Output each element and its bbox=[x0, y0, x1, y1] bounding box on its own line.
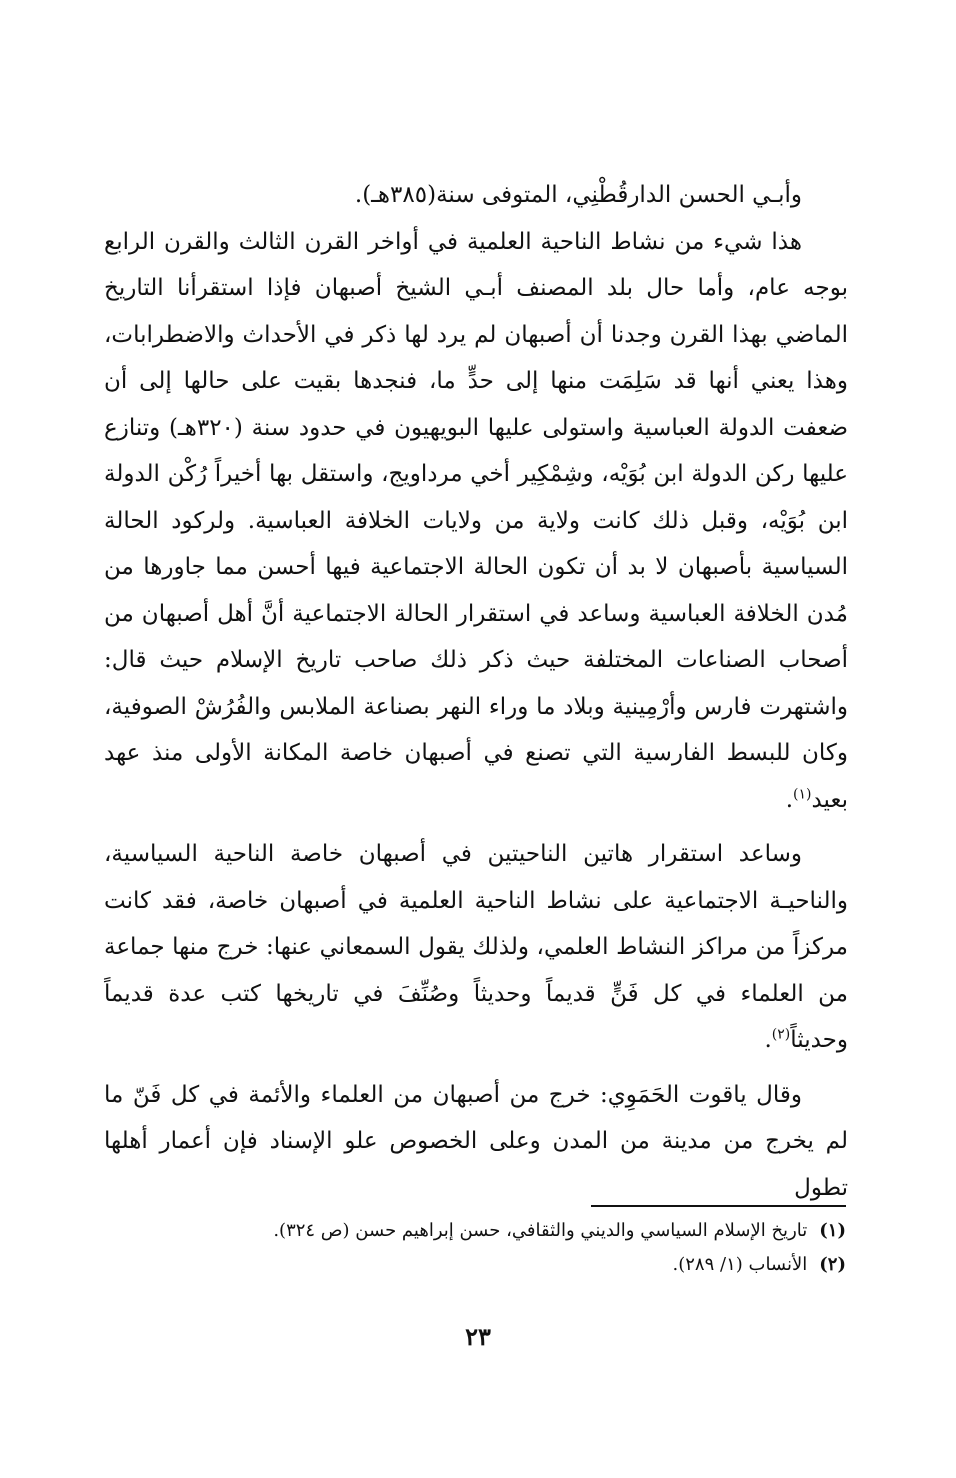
footnote-separator bbox=[591, 1205, 846, 1207]
paragraph-1: وأبـي الحسن الدارقُطْنِي، المتوفى سنة(٣٨٥هـ). bbox=[354, 182, 802, 208]
paragraph-2 bbox=[104, 219, 848, 824]
footnote-2-number: (٢) bbox=[819, 1254, 846, 1275]
main-text bbox=[104, 172, 848, 1211]
paragraph-4: وقال ياقوت الحَمَوِي: خرج من أصبهان من العلماء والأئمة في كل فَنّ ما لم يخرج من مدينة من المدن وعلى الخصوص علو الإسناد فإن أعمار أهلها تطول bbox=[104, 1081, 848, 1201]
footnote-2 bbox=[104, 1248, 846, 1282]
page-number: ٢٣ bbox=[465, 1322, 491, 1351]
footnote-2-text: الأنساب (١/ ٢٨٩). bbox=[672, 1254, 808, 1275]
footnote-ref-1[interactable]: (١) bbox=[793, 785, 812, 802]
footnote-1-number: (١) bbox=[819, 1220, 846, 1241]
footnotes bbox=[104, 1214, 846, 1282]
footnote-1 bbox=[104, 1214, 846, 1248]
paragraph-3 bbox=[104, 831, 848, 1064]
paragraph-3-end: . bbox=[764, 1027, 772, 1053]
paragraph-2-end: . bbox=[785, 786, 794, 813]
footnote-1-text: تاريخ الإسلام السياسي والديني والثقافي، حسن إبراهيم حسن (ص ٣٢٤). bbox=[273, 1220, 808, 1241]
footnote-ref-2[interactable]: (٢) bbox=[771, 1026, 791, 1043]
paragraph-2-text: هذا شيء من نشاط الناحية العلمية في أواخر القرن الثالث والقرن الرابع بوجه عام، وأما حال بلد المصنف أبـي الشيخ أصبهان فإذا استقرأنا التاريخ الماضي بهذا القرن وجدنا أن أصبهان لم يرد لها ذكر في الأحداث والاضطرابات، وهذا يعني أنها قد سَلِمَت منها إلى حدٍّ ما، فنجدها بقيت على حالها إلى أن ضعفت الدولة العباسية واستولى عليها البويهيون في حدود سنة (٣٢٠هـ) وتنازع عليها ركن الدولة ابن بُوَيْه، وشِمْكِير أخي مرداويج، واستقل بها أخيراً رُكْن الدولة ابن بُوَيْه، وقبل ذلك كانت ولاية من ولايات الخلافة العباسية. ولركود الحالة السياسية بأصبهان لا بد أن تكون الحالة الاجتماعية فيها أحسن مما جاورها من مُدن الخلافة العباسية وساعد في استقرار الحالة الاجتماعية أنَّ أهل أصبهان من أصحاب الصناعات المختلفة حيث ذكر ذلك صاحب تاريخ الإسلام حيث قال: واشتهرت فارس وأرْمِينية وبلاد ما وراء النهر بصناعة الملابس والفُرُشْ الصوفية، وكان للبسط الفارسية التي تصنع في أصبهان خاصة المكانة الأولى منذ عهد بعيد bbox=[104, 228, 848, 813]
paragraph-3-text: وساعد استقرار هاتين الناحيتين في أصبهان خاصة الناحية السياسية، والناحيـة الاجتماعية على نشاط الناحية العلمية في أصبهان خاصة، فقد كانت مركزاً من مراكز النشاط العلمي، ولذلك يقول السمعاني عنها: خرج منها جماعة من العلماء في كل فَنٍّ قديماً وحديثاً وصُنِّفَ في تاريخها كتب عدة قديماً وحديثاً bbox=[104, 841, 848, 1053]
